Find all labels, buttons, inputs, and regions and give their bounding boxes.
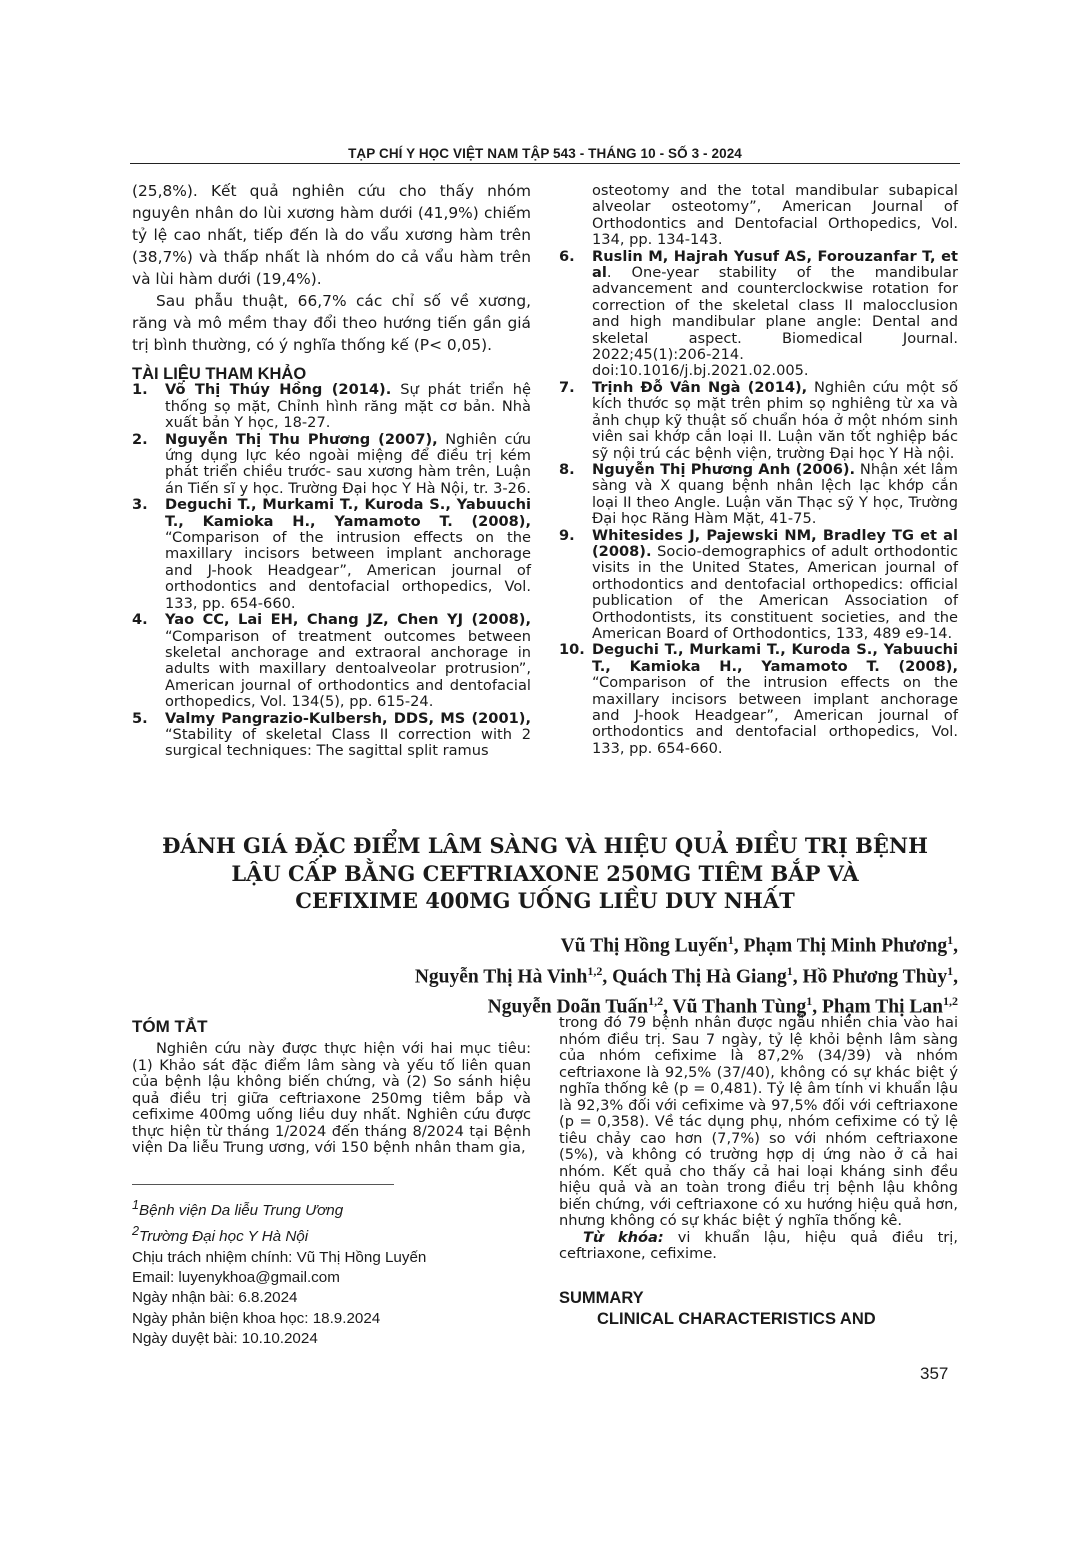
reference-item — [132, 497, 531, 612]
references-title: TÀI LIỆU THAM KHẢO — [132, 365, 307, 383]
reference-authors: Nguyễn Thị Thu Phương (2007), — [165, 430, 438, 448]
reference-item — [559, 380, 958, 462]
author-name: Phạm Thị Minh Phương — [743, 935, 948, 957]
reference-item — [132, 432, 531, 498]
author-affiliation: 1 — [947, 963, 954, 978]
reference-list-right — [559, 249, 958, 758]
title-line: ĐÁNH GIÁ ĐẶC ĐIỂM LÂM SÀNG VÀ HIỆU QUẢ ĐIỀU TRỊ BỆNH — [162, 833, 928, 858]
abstract-right — [559, 1015, 958, 1263]
journal-header: TẠP CHÍ Y HỌC VIỆT NAM TẬP 543 - THÁNG 10 - SỐ 3 - 2024 — [348, 146, 742, 161]
reference-number: 6. — [559, 247, 575, 265]
title-line: LẬU CẤP BẰNG CEFTRIAXONE 250MG TIÊM BẮP VÀ — [231, 860, 859, 886]
abstract-title: TÓM TẮT — [132, 1017, 208, 1036]
page-number: 357 — [920, 1364, 949, 1383]
summary-subtitle: CLINICAL CHARACTERISTICS AND — [597, 1310, 876, 1328]
author-name: Vũ Thanh Tùng — [672, 996, 807, 1018]
footnotes — [132, 1195, 531, 1349]
author-name: Phạm Thị Lan — [821, 996, 943, 1018]
article-title — [132, 832, 958, 915]
intro-paragraph-1: (25,8%). Kết quả nghiên cứu cho thấy nhóm nguyên nhân do lùi xương hàm dưới (41,9%) chiếm tỷ lệ cao nhất, tiếp đến là do vẩu xương hàm trên (38,7%) và thấp nhất là nhóm do cả vẩu hàm trên và lùi hàm dưới (19,4%). — [132, 182, 531, 288]
author-list — [300, 928, 958, 1020]
reference-list-left — [132, 382, 531, 759]
reference-number: 7. — [559, 378, 575, 396]
header-rule — [130, 163, 960, 164]
reference-authors: Valmy Pangrazio-Kulbersh, DDS, MS (2001), — [165, 709, 531, 727]
reference-item — [132, 612, 531, 710]
received-date: Ngày nhận bài: 6.8.2024 — [132, 1289, 298, 1307]
keywords-label: Từ khóa: — [583, 1228, 664, 1246]
author-name: Hồ Phương Thùy — [802, 966, 948, 987]
summary-heading — [559, 1288, 958, 1330]
author-line: Nguyễn Doãn Tuấn$^{1,2}$, Vũ Thanh Tùng$^1$, Phạm Thị Lan$^{1,2}$ — [487, 994, 958, 1018]
review-date: Ngày phản biện khoa học: 18.9.2024 — [132, 1309, 381, 1327]
reference-text: Nhận xét lâm sàng và X quang bệnh nhân lệch lạc khớp cắn loại II theo Angle. Luận văn Thạc sỹ Y học, Trường Đại học Răng Hàm Mặt, 41-75. — [592, 460, 958, 528]
footnote-rule — [132, 1184, 394, 1185]
affiliation-2: $^2$Trường Đại học Y Hà Nội — [132, 1224, 309, 1246]
reference-number: 3. — [132, 496, 148, 514]
reference-text: Sự phát triển hệ thống sọ mặt, Chỉnh hình răng mặt cơ bản. Nhà xuất bản Y học, 18-27. — [165, 381, 531, 432]
reference-number: 9. — [559, 526, 575, 544]
author-line: Nguyễn Thị Hà Vinh$^{1,2}$, Quách Thị Hà Giang$^1$, Hồ Phương Thùy$^1$, — [414, 963, 958, 987]
reference-authors: Whitesides J, Pajewski NM, Bradley TG et al (2008). — [592, 526, 958, 560]
reference-5-continuation: osteotomy and the total mandibular subapical alveolar osteotomy”, American Journal of Orthodontics and Dentofacial Orthopedics, Vol. 134, pp. 134-143. — [592, 182, 958, 249]
reference-number: 5. — [132, 709, 148, 727]
left-column — [132, 180, 531, 760]
author-name: Vũ Thị Hồng Luyến — [560, 935, 728, 957]
reference-number: 10. — [559, 641, 585, 659]
email-line: Email: luyenykhoa@gmail.com — [132, 1269, 340, 1287]
summary-title: SUMMARY — [559, 1289, 644, 1307]
reference-number: 2. — [132, 430, 148, 448]
author-name: Quách Thị Hà Giang — [612, 966, 787, 987]
author-affiliation: 1,2 — [648, 994, 664, 1008]
reference-text: Nghiên cứu một số kích thước sọ mặt trên phim sọ nghiêng từ xa và ảnh chụp kỹ thuật số chuẩn hóa ở một nhóm sinh viên sai khớp cắn loại II. Luận văn tốt nghiệp bác sỹ nội trú các bệnh viện, trường Đại học Y Hà nội. — [592, 378, 958, 462]
right-column — [559, 183, 958, 757]
reference-text: . One-year stability of the mandibular advancement and counterclockwise rotation for correction of the skeletal class II malocclusion and high mandibular plane angle: Dental and skeletal aspect. Biomedical Journal. 2022;45(1):206-214. doi:10.1016/j.bj.2021.02.005. — [592, 264, 958, 380]
author-affiliation: 1 — [786, 963, 793, 978]
reference-authors: Võ Thị Thúy Hồng (2014). — [165, 381, 392, 399]
keywords — [559, 1230, 958, 1263]
reference-text: “Comparison of the intrusion effects on the maxillary incisors between implant anchorage and J-hook Headgear”, American journal of orthodontics and dentofacial orthopedics, Vol. 133, pp. 654-660. — [165, 529, 531, 612]
author-affiliation: 1,2 — [587, 963, 603, 978]
reference-authors: Deguchi T., Murkami T., Kuroda S., Yabuuchi T., Kamioka H., Yamamoto T. (2008), — [592, 641, 958, 675]
author-name: Nguyễn Thị Hà Vinh — [414, 966, 588, 987]
reference-number: 4. — [132, 611, 148, 629]
reference-item — [559, 249, 958, 380]
corresponding-author: Chịu trách nhiệm chính: Vũ Thị Hồng Luyến — [132, 1248, 427, 1266]
reference-authors: Nguyễn Thị Phương Anh (2006). — [592, 460, 856, 478]
reference-authors: Yao CC, Lai EH, Chang JZ, Chen YJ (2008), — [165, 611, 531, 629]
reference-number: 8. — [559, 460, 575, 478]
reference-text: “Stability of skeletal Class II correction with 2 surgical techniques: The sagittal split ramus — [165, 725, 531, 760]
reference-text: Nghiên cứu ứng dụng lực kéo ngoài miệng để điều trị kém phát triển chiều trước- sau xương hàm trên, Luận án Tiến sĩ y học. Trường Đại học Y Hà Nội, tr. 3-26. — [165, 430, 531, 497]
abstract-right-text: trong đó 79 bệnh nhân được ngẫu nhiên chia vào hai nhóm điều trị. Sau 7 ngày, tỷ lệ khỏi bệnh lâm sàng của nhóm cefixime là 87,2% (34/39) và nhóm ceftriaxone là 92,5% (37/40), không có sự khác biệt ý nghĩa thống kê (p = 0,481). Tỷ lệ âm tính vi khuẩn lậu là 92,3% đối với cefixime và 97,5% đối với ceftriaxone (p = 0,358). Về tác dụng phụ, nhóm cefixime có tỷ lệ tiêu chảy cao hơn (7,7%) so với nhóm ceftriaxone (5%), và không có trường hợp dị ứng nào ở cả hai nhóm. Kết quả cho thấy cả hai loại kháng sinh đều hiệu quả và an toàn trong điều trị bệnh lậu không biến chứng, với ceftriaxone có xu hướng hiệu quả hơn, nhưng không có sự khác biệt ý nghĩa thống kê. — [559, 1014, 958, 1229]
reference-authors: Deguchi T., Murkami T., Kuroda S., Yabuuchi T., Kamioka H., Yamamoto T. (2008), — [165, 496, 531, 530]
affiliation-1: $^1$Bệnh viện Da liễu Trung Ương — [132, 1198, 344, 1220]
intro-paragraph-2: Sau phẫu thuật, 66,7% các chỉ số về xương, răng và mô mềm thay đổi theo hướng tiến gần giá trị bình thường, có ý nghĩa thống kế (P< 0,05). — [132, 292, 531, 354]
author-affiliation: 1 — [947, 933, 954, 947]
accepted-date: Ngày duyệt bài: 10.10.2024 — [132, 1329, 318, 1347]
abstract-left-text: Nghiên cứu này được thực hiện với hai mục tiêu: (1) Khảo sát đặc điểm lâm sàng và yếu tố liên quan của bệnh lậu không biến chứng, và (2) So sánh hiệu quả điều trị giữa ceftriaxone 250mg tiêm bắp và cefixime 400mg uống liều duy nhất. Nghiên cứu được thực hiện từ tháng 1/2024 đến tháng 8/2024 tại Bệnh viện Da liễu Trung ương, với 150 bệnh nhân tham gia, — [132, 1040, 531, 1156]
keywords-text: vi khuẩn lậu, hiệu quả điều trị, ceftriaxone, cefixime. — [559, 1228, 958, 1262]
reference-item — [132, 711, 531, 760]
reference-authors: Trịnh Đỗ Vân Ngà (2014), — [592, 378, 808, 396]
reference-item — [132, 382, 531, 431]
reference-text: “Comparison of treatment outcomes between skeletal anchorage and extraoral anchorage in adults with maxillary dentoalveolar protrusion”, American journal of orthodontics and dentofacial orthopedics, Vol. 134(5), pp. 615-24. — [165, 627, 531, 711]
author-affiliation: 1,2 — [943, 994, 958, 1008]
reference-number: 1. — [132, 381, 148, 399]
reference-item — [559, 528, 958, 643]
reference-authors: Ruslin M, Hajrah Yusuf AS, Forouzanfar T, et al — [592, 247, 958, 282]
reference-text: Socio-demographics of adult orthodontic visits in the United States, American journal of orthodontics and dentofacial orthopedics: official publication of the American Association of Orthodontists, its constituent societies, and the American Board of Orthodontics, 133, 489 e9-14. — [592, 542, 958, 642]
author-line: Vũ Thị Hồng Luyến$^1$, Phạm Thị Minh Phương$^1$, — [560, 933, 958, 957]
title-line: CEFIXIME 400MG UỐNG LIỀU DUY NHẤT — [295, 888, 795, 913]
author-name: Nguyễn Doãn Tuấn — [487, 996, 649, 1018]
reference-item — [559, 642, 958, 757]
author-affiliation: 1 — [806, 994, 813, 1008]
author-affiliation: 1 — [727, 933, 734, 947]
reference-item — [559, 462, 958, 528]
reference-text: “Comparison of the intrusion effects on the maxillary incisors between implant anchorage and J-hook Headgear”, American journal of orthodontics and dentofacial orthopedics, Vol. 133, pp. 654-660. — [592, 674, 958, 757]
